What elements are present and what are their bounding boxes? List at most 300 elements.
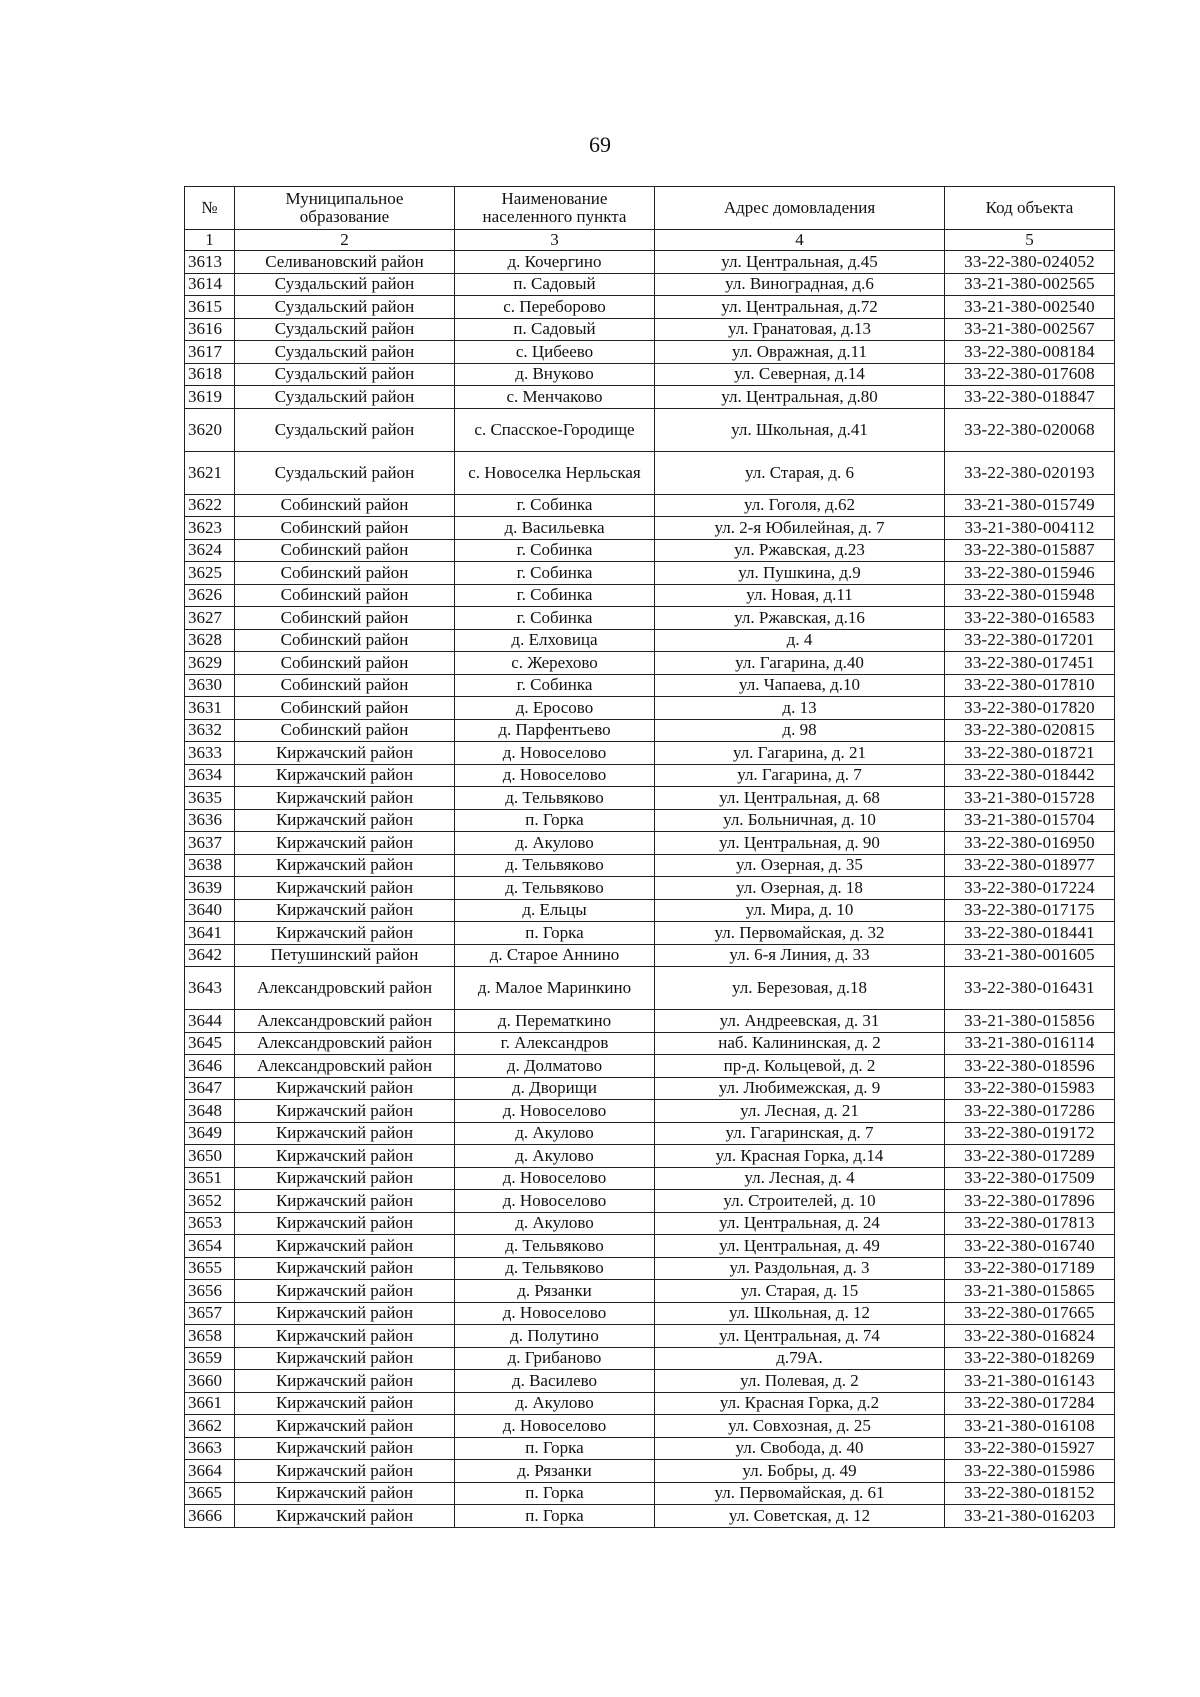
cell-settlement: д. Новоселово: [455, 1190, 655, 1213]
cell-address: ул. Старая, д. 15: [655, 1280, 945, 1303]
cell-settlement: с. Новоселка Нерльская: [455, 451, 655, 494]
cell-number: 3620: [185, 408, 235, 451]
cell-municipality: Киржачский район: [235, 1370, 455, 1393]
cell-number: 3644: [185, 1010, 235, 1033]
table-row: [185, 1010, 1115, 1033]
cell-municipality: Суздальский район: [235, 341, 455, 364]
cell-number: 3632: [185, 719, 235, 742]
cell-object-code: 33-22-380-018596: [945, 1055, 1115, 1078]
cell-object-code: 33-22-380-015927: [945, 1437, 1115, 1460]
table-row: [185, 742, 1115, 765]
cell-number: 3645: [185, 1032, 235, 1055]
cell-object-code: 33-22-380-017201: [945, 629, 1115, 652]
table-row: [185, 1122, 1115, 1145]
cell-number: 3622: [185, 494, 235, 517]
table-row: [185, 1055, 1115, 1078]
cell-number: 3615: [185, 296, 235, 319]
table-row: [185, 1167, 1115, 1190]
cell-address: д. 98: [655, 719, 945, 742]
cell-address: ул. Овражная, д.11: [655, 341, 945, 364]
cell-municipality: Собинский район: [235, 562, 455, 585]
cell-municipality: Киржачский район: [235, 1437, 455, 1460]
header-municipality: Муниципальное образование: [235, 187, 455, 230]
cell-object-code: 33-22-380-017451: [945, 652, 1115, 675]
cell-address: ул. 6-я Линия, д. 33: [655, 944, 945, 967]
cell-settlement: д. Акулово: [455, 1392, 655, 1415]
cell-object-code: 33-22-380-015946: [945, 562, 1115, 585]
header-object-code: Код объекта: [945, 187, 1115, 230]
page-number: 69: [589, 132, 611, 157]
cell-settlement: д. Малое Маринкино: [455, 967, 655, 1010]
header-row: [185, 187, 1115, 230]
cell-municipality: Киржачский район: [235, 1257, 455, 1280]
cell-address: ул. Совхозная, д. 25: [655, 1415, 945, 1438]
cell-address: ул. Пушкина, д.9: [655, 562, 945, 585]
cell-settlement: д. Дворищи: [455, 1077, 655, 1100]
cell-municipality: Киржачский район: [235, 1415, 455, 1438]
cell-municipality: Суздальский район: [235, 296, 455, 319]
table-row: [185, 787, 1115, 810]
cell-number: 3665: [185, 1482, 235, 1505]
cell-settlement: г. Александров: [455, 1032, 655, 1055]
cell-address: ул. Ржавская, д.23: [655, 539, 945, 562]
cell-number: 3659: [185, 1347, 235, 1370]
cell-municipality: Киржачский район: [235, 1482, 455, 1505]
cell-settlement: д. Акулово: [455, 1122, 655, 1145]
cell-address: ул. Центральная, д. 74: [655, 1325, 945, 1348]
cell-address: ул. Строителей, д. 10: [655, 1190, 945, 1213]
cell-number: 3629: [185, 652, 235, 675]
cell-settlement: д. Новоселово: [455, 1167, 655, 1190]
cell-number: 3655: [185, 1257, 235, 1280]
cell-address: ул. 2-я Юбилейная, д. 7: [655, 517, 945, 540]
cell-object-code: 33-22-380-017224: [945, 877, 1115, 900]
cell-municipality: Суздальский район: [235, 363, 455, 386]
cell-municipality: Собинский район: [235, 607, 455, 630]
table-row: [185, 584, 1115, 607]
cell-settlement: д. Новоселово: [455, 1415, 655, 1438]
cell-object-code: 33-22-380-020068: [945, 408, 1115, 451]
cell-object-code: 33-22-380-017289: [945, 1145, 1115, 1168]
cell-municipality: Киржачский район: [235, 1325, 455, 1348]
cell-number: 3661: [185, 1392, 235, 1415]
cell-municipality: Киржачский район: [235, 922, 455, 945]
cell-address: ул. Новая, д.11: [655, 584, 945, 607]
cell-address: д. 13: [655, 697, 945, 720]
cell-municipality: Киржачский район: [235, 1145, 455, 1168]
cell-settlement: п. Садовый: [455, 273, 655, 296]
cell-settlement: д. Тельвяково: [455, 877, 655, 900]
table-row: [185, 1257, 1115, 1280]
cell-municipality: Киржачский район: [235, 1212, 455, 1235]
cell-number: 3648: [185, 1100, 235, 1123]
cell-settlement: п. Горка: [455, 1505, 655, 1528]
table-row: [185, 517, 1115, 540]
cell-number: 3640: [185, 899, 235, 922]
cell-address: ул. Озерная, д. 35: [655, 854, 945, 877]
cell-settlement: д. Тельвяково: [455, 854, 655, 877]
column-number: 2: [235, 230, 455, 251]
cell-address: ул. Центральная, д. 49: [655, 1235, 945, 1258]
cell-object-code: 33-22-380-024052: [945, 251, 1115, 274]
table-row: [185, 1032, 1115, 1055]
cell-settlement: п. Горка: [455, 1437, 655, 1460]
cell-municipality: Петушинский район: [235, 944, 455, 967]
table-row: [185, 451, 1115, 494]
cell-object-code: 33-21-380-002567: [945, 318, 1115, 341]
cell-settlement: д. Елховица: [455, 629, 655, 652]
cell-object-code: 33-22-380-017896: [945, 1190, 1115, 1213]
cell-number: 3660: [185, 1370, 235, 1393]
cell-settlement: г. Собинка: [455, 562, 655, 585]
cell-number: 3651: [185, 1167, 235, 1190]
cell-number: 3631: [185, 697, 235, 720]
table-row: [185, 1437, 1115, 1460]
cell-number: 3650: [185, 1145, 235, 1168]
cell-number: 3614: [185, 273, 235, 296]
cell-settlement: д. Полутино: [455, 1325, 655, 1348]
cell-address: ул. Первомайская, д. 61: [655, 1482, 945, 1505]
cell-address: ул. Мира, д. 10: [655, 899, 945, 922]
cell-settlement: д. Внуково: [455, 363, 655, 386]
cell-address: ул. Красная Горка, д.14: [655, 1145, 945, 1168]
cell-object-code: 33-22-380-008184: [945, 341, 1115, 364]
table-row: [185, 318, 1115, 341]
cell-address: ул. Школьная, д.41: [655, 408, 945, 451]
table-row: [185, 1100, 1115, 1123]
cell-object-code: 33-22-380-016431: [945, 967, 1115, 1010]
cell-object-code: 33-21-380-016143: [945, 1370, 1115, 1393]
cell-address: ул. Центральная, д. 68: [655, 787, 945, 810]
cell-object-code: 33-21-380-016203: [945, 1505, 1115, 1528]
cell-municipality: Собинский район: [235, 652, 455, 675]
table-row: [185, 1415, 1115, 1438]
table-row: [185, 607, 1115, 630]
cell-settlement: д. Новоселово: [455, 764, 655, 787]
cell-municipality: Киржачский район: [235, 1392, 455, 1415]
cell-settlement: г. Собинка: [455, 674, 655, 697]
cell-object-code: 33-21-380-015865: [945, 1280, 1115, 1303]
cell-object-code: 33-22-380-017284: [945, 1392, 1115, 1415]
cell-object-code: 33-22-380-015983: [945, 1077, 1115, 1100]
cell-settlement: д. Старое Аннино: [455, 944, 655, 967]
cell-number: 3653: [185, 1212, 235, 1235]
table-body: [185, 251, 1115, 1528]
cell-municipality: Киржачский район: [235, 1167, 455, 1190]
cell-number: 3623: [185, 517, 235, 540]
cell-object-code: 33-22-380-017820: [945, 697, 1115, 720]
cell-address: ул. Первомайская, д. 32: [655, 922, 945, 945]
cell-number: 3630: [185, 674, 235, 697]
cell-address: ул. Советская, д. 12: [655, 1505, 945, 1528]
cell-object-code: 33-21-380-016114: [945, 1032, 1115, 1055]
table-row: [185, 1505, 1115, 1528]
cell-municipality: Александровский район: [235, 1055, 455, 1078]
cell-settlement: п. Садовый: [455, 318, 655, 341]
cell-number: 3646: [185, 1055, 235, 1078]
cell-object-code: 33-21-380-002565: [945, 273, 1115, 296]
registry-table: [184, 186, 1115, 1528]
cell-settlement: д. Васильевка: [455, 517, 655, 540]
cell-address: д.79А.: [655, 1347, 945, 1370]
cell-address: ул. Гагарина, д. 7: [655, 764, 945, 787]
cell-address: ул. Полевая, д. 2: [655, 1370, 945, 1393]
table-row: [185, 1212, 1115, 1235]
cell-address: ул. Центральная, д. 90: [655, 832, 945, 855]
cell-settlement: д. Перематкино: [455, 1010, 655, 1033]
cell-object-code: 33-22-380-020815: [945, 719, 1115, 742]
cell-settlement: г. Собинка: [455, 494, 655, 517]
cell-number: 3613: [185, 251, 235, 274]
cell-number: 3662: [185, 1415, 235, 1438]
cell-address: ул. Лесная, д. 21: [655, 1100, 945, 1123]
cell-settlement: г. Собинка: [455, 539, 655, 562]
cell-number: 3618: [185, 363, 235, 386]
cell-municipality: Киржачский район: [235, 1347, 455, 1370]
cell-address: ул. Озерная, д. 18: [655, 877, 945, 900]
cell-number: 3621: [185, 451, 235, 494]
cell-municipality: Киржачский район: [235, 1122, 455, 1145]
cell-municipality: Собинский район: [235, 517, 455, 540]
table-row: [185, 562, 1115, 585]
table-row: [185, 719, 1115, 742]
cell-municipality: Александровский район: [235, 1010, 455, 1033]
header-number: №: [185, 187, 235, 230]
cell-address: ул. Больничная, д. 10: [655, 809, 945, 832]
cell-object-code: 33-22-380-017189: [945, 1257, 1115, 1280]
column-number: 1: [185, 230, 235, 251]
table-row: [185, 273, 1115, 296]
cell-address: ул. Гагарина, д.40: [655, 652, 945, 675]
table-row: [185, 809, 1115, 832]
column-number-row: [185, 230, 1115, 251]
cell-settlement: д. Акулово: [455, 1145, 655, 1168]
cell-address: ул. Раздольная, д. 3: [655, 1257, 945, 1280]
cell-municipality: Собинский район: [235, 674, 455, 697]
table-row: [185, 944, 1115, 967]
table-row: [185, 1302, 1115, 1325]
cell-address: ул. Андреевская, д. 31: [655, 1010, 945, 1033]
cell-object-code: 33-22-380-015986: [945, 1460, 1115, 1483]
cell-object-code: 33-22-380-016824: [945, 1325, 1115, 1348]
table-row: [185, 1370, 1115, 1393]
column-number: 3: [455, 230, 655, 251]
cell-settlement: д. Тельвяково: [455, 1257, 655, 1280]
cell-municipality: Киржачский район: [235, 899, 455, 922]
cell-settlement: д. Акулово: [455, 832, 655, 855]
cell-municipality: Киржачский район: [235, 787, 455, 810]
cell-object-code: 33-22-380-018847: [945, 386, 1115, 409]
cell-object-code: 33-22-380-018442: [945, 764, 1115, 787]
cell-object-code: 33-22-380-016740: [945, 1235, 1115, 1258]
cell-settlement: д. Тельвяково: [455, 787, 655, 810]
cell-address: ул. Свобода, д. 40: [655, 1437, 945, 1460]
cell-municipality: Киржачский район: [235, 1460, 455, 1483]
table-row: [185, 539, 1115, 562]
cell-number: 3641: [185, 922, 235, 945]
cell-municipality: Киржачский район: [235, 1280, 455, 1303]
cell-address: ул. Красная Горка, д.2: [655, 1392, 945, 1415]
cell-address: ул. Березовая, д.18: [655, 967, 945, 1010]
table-row: [185, 674, 1115, 697]
cell-address: ул. Центральная, д. 24: [655, 1212, 945, 1235]
table-row: [185, 899, 1115, 922]
cell-settlement: д. Кочергино: [455, 251, 655, 274]
cell-settlement: п. Горка: [455, 922, 655, 945]
table-row: [185, 697, 1115, 720]
cell-address: ул. Старая, д. 6: [655, 451, 945, 494]
table-row: [185, 1347, 1115, 1370]
cell-municipality: Собинский район: [235, 494, 455, 517]
cell-number: 3616: [185, 318, 235, 341]
column-number: 4: [655, 230, 945, 251]
table-row: [185, 494, 1115, 517]
table-row: [185, 967, 1115, 1010]
cell-municipality: Киржачский район: [235, 877, 455, 900]
cell-object-code: 33-22-380-018269: [945, 1347, 1115, 1370]
cell-settlement: г. Собинка: [455, 584, 655, 607]
cell-address: ул. Любимежская, д. 9: [655, 1077, 945, 1100]
cell-municipality: Киржачский район: [235, 764, 455, 787]
cell-object-code: 33-22-380-016583: [945, 607, 1115, 630]
cell-number: 3626: [185, 584, 235, 607]
cell-settlement: с. Менчаково: [455, 386, 655, 409]
cell-settlement: д. Новоселово: [455, 1100, 655, 1123]
cell-object-code: 33-22-380-018721: [945, 742, 1115, 765]
cell-settlement: д. Новоселово: [455, 1302, 655, 1325]
table-row: [185, 1077, 1115, 1100]
cell-address: д. 4: [655, 629, 945, 652]
cell-settlement: с. Жерехово: [455, 652, 655, 675]
cell-number: 3635: [185, 787, 235, 810]
cell-settlement: д. Новоселово: [455, 742, 655, 765]
cell-settlement: п. Горка: [455, 1482, 655, 1505]
cell-municipality: Киржачский район: [235, 809, 455, 832]
cell-municipality: Собинский район: [235, 719, 455, 742]
cell-municipality: Киржачский район: [235, 1100, 455, 1123]
cell-settlement: с. Спасское-Городище: [455, 408, 655, 451]
cell-object-code: 33-21-380-015856: [945, 1010, 1115, 1033]
cell-object-code: 33-22-380-015887: [945, 539, 1115, 562]
cell-address: ул. Гранатовая, д.13: [655, 318, 945, 341]
cell-municipality: Собинский район: [235, 584, 455, 607]
cell-number: 3649: [185, 1122, 235, 1145]
cell-object-code: 33-21-380-015749: [945, 494, 1115, 517]
table-row: [185, 363, 1115, 386]
cell-number: 3642: [185, 944, 235, 967]
cell-object-code: 33-22-380-018152: [945, 1482, 1115, 1505]
cell-number: 3657: [185, 1302, 235, 1325]
cell-object-code: 33-22-380-017286: [945, 1100, 1115, 1123]
cell-municipality: Суздальский район: [235, 273, 455, 296]
cell-settlement: п. Горка: [455, 809, 655, 832]
cell-municipality: Киржачский район: [235, 1190, 455, 1213]
cell-municipality: Собинский район: [235, 539, 455, 562]
cell-object-code: 33-21-380-016108: [945, 1415, 1115, 1438]
cell-address: ул. Школьная, д. 12: [655, 1302, 945, 1325]
cell-municipality: Суздальский район: [235, 318, 455, 341]
cell-municipality: Киржачский район: [235, 1505, 455, 1528]
cell-object-code: 33-21-380-015728: [945, 787, 1115, 810]
cell-settlement: д. Рязанки: [455, 1460, 655, 1483]
cell-address: ул. Центральная, д.80: [655, 386, 945, 409]
cell-number: 3627: [185, 607, 235, 630]
table-row: [185, 341, 1115, 364]
cell-number: 3639: [185, 877, 235, 900]
cell-address: ул. Чапаева, д.10: [655, 674, 945, 697]
cell-number: 3643: [185, 967, 235, 1010]
cell-object-code: 33-22-380-017608: [945, 363, 1115, 386]
cell-municipality: Суздальский район: [235, 451, 455, 494]
cell-address: наб. Калининская, д. 2: [655, 1032, 945, 1055]
cell-municipality: Суздальский район: [235, 386, 455, 409]
table-row: [185, 832, 1115, 855]
column-number: 5: [945, 230, 1115, 251]
cell-address: ул. Гоголя, д.62: [655, 494, 945, 517]
cell-settlement: д. Парфентьево: [455, 719, 655, 742]
table-row: [185, 1392, 1115, 1415]
cell-number: 3624: [185, 539, 235, 562]
table-row: [185, 386, 1115, 409]
cell-object-code: 33-22-380-016950: [945, 832, 1115, 855]
cell-number: 3637: [185, 832, 235, 855]
cell-settlement: г. Собинка: [455, 607, 655, 630]
table-row: [185, 1145, 1115, 1168]
cell-settlement: д. Акулово: [455, 1212, 655, 1235]
cell-address: ул. Бобры, д. 49: [655, 1460, 945, 1483]
table-row: [185, 1325, 1115, 1348]
cell-settlement: д. Ельцы: [455, 899, 655, 922]
table-row: [185, 1280, 1115, 1303]
cell-address: ул. Виноградная, д.6: [655, 273, 945, 296]
cell-settlement: с. Переборово: [455, 296, 655, 319]
table-row: [185, 922, 1115, 945]
cell-number: 3619: [185, 386, 235, 409]
cell-number: 3634: [185, 764, 235, 787]
cell-object-code: 33-22-380-019172: [945, 1122, 1115, 1145]
table-row: [185, 251, 1115, 274]
cell-municipality: Суздальский район: [235, 408, 455, 451]
cell-municipality: Киржачский район: [235, 742, 455, 765]
cell-object-code: 33-21-380-002540: [945, 296, 1115, 319]
cell-settlement: д. Тельвяково: [455, 1235, 655, 1258]
cell-object-code: 33-22-380-015948: [945, 584, 1115, 607]
cell-object-code: 33-22-380-020193: [945, 451, 1115, 494]
cell-settlement: д. Еросово: [455, 697, 655, 720]
cell-municipality: Собинский район: [235, 629, 455, 652]
cell-municipality: Собинский район: [235, 697, 455, 720]
header-address: Адрес домовладения: [655, 187, 945, 230]
cell-object-code: 33-22-380-017813: [945, 1212, 1115, 1235]
cell-object-code: 33-22-380-017810: [945, 674, 1115, 697]
cell-object-code: 33-22-380-018977: [945, 854, 1115, 877]
table-row: [185, 408, 1115, 451]
table-row: [185, 1190, 1115, 1213]
table-row: [185, 296, 1115, 319]
cell-object-code: 33-22-380-017665: [945, 1302, 1115, 1325]
cell-number: 3647: [185, 1077, 235, 1100]
cell-number: 3656: [185, 1280, 235, 1303]
cell-number: 3666: [185, 1505, 235, 1528]
cell-address: ул. Северная, д.14: [655, 363, 945, 386]
cell-object-code: 33-21-380-004112: [945, 517, 1115, 540]
cell-object-code: 33-21-380-001605: [945, 944, 1115, 967]
table-row: [185, 629, 1115, 652]
cell-municipality: Киржачский район: [235, 832, 455, 855]
cell-municipality: Александровский район: [235, 967, 455, 1010]
cell-number: 3636: [185, 809, 235, 832]
header-settlement: Наименование населенного пункта: [455, 187, 655, 230]
